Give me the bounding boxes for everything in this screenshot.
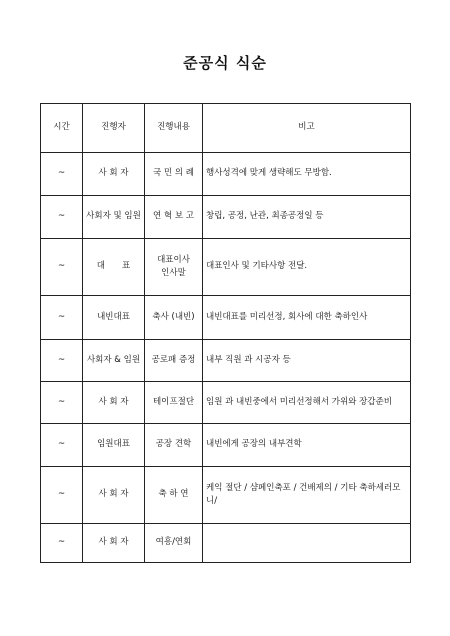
cell-content: 테이프절단 — [145, 382, 203, 424]
table-row — [41, 196, 411, 239]
cell-note: 내빈에게 공장의 내부견학 — [203, 424, 411, 467]
cell-actor: 내빈대표 — [83, 296, 145, 340]
cell-note: 창립, 공정, 난관, 최종공정일 등 — [203, 196, 411, 239]
cell-note: 내부 직원 과 시공자 등 — [203, 340, 411, 382]
header-time: 시간 — [41, 104, 83, 153]
cell-actor: 사 회 자 — [83, 382, 145, 424]
table-row — [41, 424, 411, 467]
cell-content: 연 혁 보 고 — [145, 196, 203, 239]
cell-note: 케익 절단 / 샴페인축포 / 건배제의 / 기타 축하세러모니/ — [203, 467, 411, 524]
cell-actor: 사 회 자 — [83, 153, 145, 196]
table-row — [41, 524, 411, 563]
cell-actor: 사회자 및 임원 — [83, 196, 145, 239]
cell-content: 대표이사 인사말 — [145, 239, 203, 296]
cell-time: ~ — [41, 340, 83, 382]
cell-time: ~ — [41, 467, 83, 524]
table-row — [41, 239, 411, 296]
cell-actor: 사 회 자 — [83, 524, 145, 563]
cell-actor: 임원대표 — [83, 424, 145, 467]
table-row — [41, 340, 411, 382]
document-title: 준공식 식순 — [183, 54, 267, 72]
cell-content: 축 하 연 — [145, 467, 203, 524]
cell-note: 행사성격에 맞게 생략해도 무방함. — [203, 153, 411, 196]
table-header-row — [41, 104, 411, 153]
cell-time: ~ — [41, 153, 83, 196]
cell-time: ~ — [41, 239, 83, 296]
cell-note — [203, 524, 411, 563]
cell-actor: 대 표 — [83, 239, 145, 296]
header-actor: 진행자 — [83, 104, 145, 153]
header-content: 진행내용 — [145, 104, 203, 153]
table-row — [41, 296, 411, 340]
ceremony-schedule-table — [40, 103, 411, 563]
cell-actor: 사회자 & 임원 — [83, 340, 145, 382]
cell-time: ~ — [41, 424, 83, 467]
cell-actor: 사 회 자 — [83, 467, 145, 524]
cell-content: 공로패 증정 — [145, 340, 203, 382]
cell-content: 공장 견학 — [145, 424, 203, 467]
table-row — [41, 153, 411, 196]
cell-content: 여흥/연회 — [145, 524, 203, 563]
cell-note: 임원 과 내빈중에서 미리선정해서 가위와 장갑준비 — [203, 382, 411, 424]
cell-note: 내빈대표를 미리선정, 회사에 대한 축하인사 — [203, 296, 411, 340]
header-note: 비고 — [203, 104, 411, 153]
cell-content: 국 민 의 례 — [145, 153, 203, 196]
cell-time: ~ — [41, 296, 83, 340]
cell-time: ~ — [41, 196, 83, 239]
table-row — [41, 382, 411, 424]
cell-time: ~ — [41, 524, 83, 563]
cell-time: ~ — [41, 382, 83, 424]
cell-note: 대표인사 및 기타사항 전달. — [203, 239, 411, 296]
cell-content: 축사 (내빈) — [145, 296, 203, 340]
table-row — [41, 467, 411, 524]
